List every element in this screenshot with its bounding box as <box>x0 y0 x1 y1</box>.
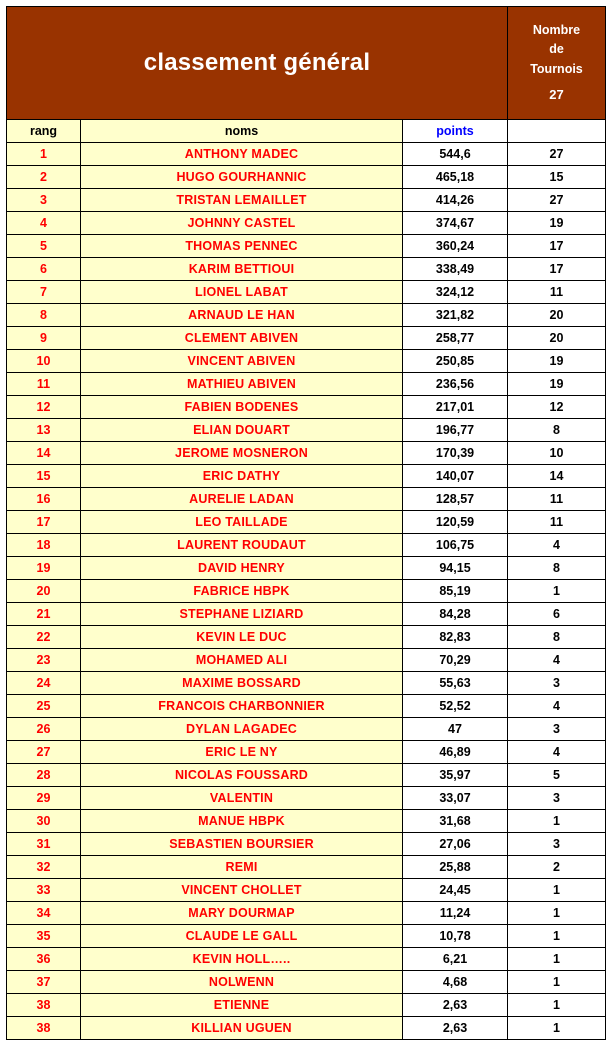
cell-name: VALENTIN <box>81 787 403 810</box>
table-row <box>7 833 606 856</box>
cell-tournaments: 17 <box>508 235 606 258</box>
cell-points: 25,88 <box>403 856 508 879</box>
cell-points: 414,26 <box>403 189 508 212</box>
cell-tournaments: 8 <box>508 626 606 649</box>
cell-tournaments: 17 <box>508 258 606 281</box>
cell-tournaments: 1 <box>508 1017 606 1040</box>
cell-tournaments: 6 <box>508 603 606 626</box>
cell-name: NICOLAS FOUSSARD <box>81 764 403 787</box>
cell-name: HUGO GOURHANNIC <box>81 166 403 189</box>
cell-name: CLAUDE LE GALL <box>81 925 403 948</box>
table-row <box>7 856 606 879</box>
cell-points: 465,18 <box>403 166 508 189</box>
table-row <box>7 304 606 327</box>
cell-name: ARNAUD LE HAN <box>81 304 403 327</box>
tournaments-count: 27 <box>549 86 564 102</box>
table-row <box>7 994 606 1017</box>
cell-rank: 36 <box>7 948 81 971</box>
cell-rank: 24 <box>7 672 81 695</box>
table-row <box>7 649 606 672</box>
table-row <box>7 1017 606 1040</box>
cell-tournaments: 1 <box>508 925 606 948</box>
cell-tournaments: 10 <box>508 442 606 465</box>
cell-tournaments: 27 <box>508 189 606 212</box>
cell-tournaments: 15 <box>508 166 606 189</box>
cell-tournaments: 3 <box>508 672 606 695</box>
cell-rank: 18 <box>7 534 81 557</box>
cell-points: 250,85 <box>403 350 508 373</box>
column-header-names: noms <box>81 120 403 143</box>
cell-rank: 21 <box>7 603 81 626</box>
cell-points: 120,59 <box>403 511 508 534</box>
cell-points: 258,77 <box>403 327 508 350</box>
cell-tournaments: 4 <box>508 534 606 557</box>
page-title: classement général <box>7 7 508 120</box>
cell-points: 84,28 <box>403 603 508 626</box>
cell-rank: 32 <box>7 856 81 879</box>
cell-tournaments: 11 <box>508 511 606 534</box>
column-header-rank: rang <box>7 120 81 143</box>
cell-name: DYLAN LAGADEC <box>81 718 403 741</box>
table-row <box>7 258 606 281</box>
cell-name: FRANCOIS CHARBONNIER <box>81 695 403 718</box>
cell-name: LIONEL LABAT <box>81 281 403 304</box>
column-header-row <box>7 120 606 143</box>
table-row <box>7 166 606 189</box>
cell-tournaments: 1 <box>508 948 606 971</box>
cell-name: MAXIME BOSSARD <box>81 672 403 695</box>
cell-rank: 29 <box>7 787 81 810</box>
table-row <box>7 925 606 948</box>
cell-tournaments: 20 <box>508 327 606 350</box>
cell-name: LAURENT ROUDAUT <box>81 534 403 557</box>
table-row <box>7 695 606 718</box>
title-row <box>7 7 606 120</box>
cell-points: 94,15 <box>403 557 508 580</box>
table-row <box>7 672 606 695</box>
cell-points: 544,6 <box>403 143 508 166</box>
cell-points: 6,21 <box>403 948 508 971</box>
cell-name: VINCENT ABIVEN <box>81 350 403 373</box>
cell-rank: 37 <box>7 971 81 994</box>
cell-name: JOHNNY CASTEL <box>81 212 403 235</box>
cell-points: 236,56 <box>403 373 508 396</box>
cell-rank: 23 <box>7 649 81 672</box>
cell-name: ERIC LE NY <box>81 741 403 764</box>
cell-rank: 28 <box>7 764 81 787</box>
cell-points: 55,63 <box>403 672 508 695</box>
table-row <box>7 419 606 442</box>
cell-tournaments: 19 <box>508 212 606 235</box>
column-header-points: points <box>403 120 508 143</box>
cell-tournaments: 4 <box>508 695 606 718</box>
cell-points: 52,52 <box>403 695 508 718</box>
cell-name: MATHIEU ABIVEN <box>81 373 403 396</box>
cell-points: 196,77 <box>403 419 508 442</box>
cell-tournaments: 3 <box>508 833 606 856</box>
cell-rank: 16 <box>7 488 81 511</box>
table-row <box>7 534 606 557</box>
cell-tournaments: 1 <box>508 580 606 603</box>
tournaments-label-line1: Nombre <box>532 22 581 37</box>
cell-name: KEVIN HOLL….. <box>81 948 403 971</box>
cell-points: 24,45 <box>403 879 508 902</box>
cell-points: 128,57 <box>403 488 508 511</box>
cell-points: 324,12 <box>403 281 508 304</box>
cell-tournaments: 3 <box>508 787 606 810</box>
table-row <box>7 281 606 304</box>
cell-points: 33,07 <box>403 787 508 810</box>
cell-rank: 17 <box>7 511 81 534</box>
cell-tournaments: 14 <box>508 465 606 488</box>
cell-rank: 4 <box>7 212 81 235</box>
table-row <box>7 971 606 994</box>
cell-rank: 30 <box>7 810 81 833</box>
cell-name: ERIC DATHY <box>81 465 403 488</box>
cell-name: AURELIE LADAN <box>81 488 403 511</box>
cell-name: VINCENT CHOLLET <box>81 879 403 902</box>
cell-rank: 19 <box>7 557 81 580</box>
cell-rank: 34 <box>7 902 81 925</box>
cell-rank: 35 <box>7 925 81 948</box>
cell-rank: 38 <box>7 994 81 1017</box>
cell-points: 2,63 <box>403 994 508 1017</box>
cell-name: SEBASTIEN BOURSIER <box>81 833 403 856</box>
cell-rank: 26 <box>7 718 81 741</box>
cell-tournaments: 3 <box>508 718 606 741</box>
table-row <box>7 741 606 764</box>
cell-rank: 7 <box>7 281 81 304</box>
cell-points: 11,24 <box>403 902 508 925</box>
table-row <box>7 810 606 833</box>
cell-name: JEROME MOSNERON <box>81 442 403 465</box>
cell-tournaments: 8 <box>508 557 606 580</box>
table-row <box>7 396 606 419</box>
table-row <box>7 879 606 902</box>
cell-name: TRISTAN LEMAILLET <box>81 189 403 212</box>
cell-name: CLEMENT ABIVEN <box>81 327 403 350</box>
table-row <box>7 557 606 580</box>
cell-tournaments: 19 <box>508 373 606 396</box>
cell-name: REMI <box>81 856 403 879</box>
tournaments-label-line3: Tournois <box>530 61 583 76</box>
table-row <box>7 603 606 626</box>
cell-points: 321,82 <box>403 304 508 327</box>
cell-tournaments: 11 <box>508 488 606 511</box>
cell-name: LEO TAILLADE <box>81 511 403 534</box>
table-row <box>7 235 606 258</box>
cell-rank: 20 <box>7 580 81 603</box>
cell-tournaments: 4 <box>508 741 606 764</box>
table-row <box>7 626 606 649</box>
cell-name: STEPHANE LIZIARD <box>81 603 403 626</box>
cell-points: 2,63 <box>403 1017 508 1040</box>
cell-rank: 1 <box>7 143 81 166</box>
cell-name: KEVIN LE DUC <box>81 626 403 649</box>
cell-tournaments: 12 <box>508 396 606 419</box>
cell-tournaments: 1 <box>508 994 606 1017</box>
cell-points: 10,78 <box>403 925 508 948</box>
table-row <box>7 511 606 534</box>
cell-tournaments: 2 <box>508 856 606 879</box>
cell-rank: 22 <box>7 626 81 649</box>
table-body <box>7 143 606 1040</box>
cell-name: NOLWENN <box>81 971 403 994</box>
cell-name: DAVID HENRY <box>81 557 403 580</box>
table-row <box>7 580 606 603</box>
cell-rank: 2 <box>7 166 81 189</box>
cell-rank: 5 <box>7 235 81 258</box>
cell-rank: 15 <box>7 465 81 488</box>
cell-points: 27,06 <box>403 833 508 856</box>
cell-points: 360,24 <box>403 235 508 258</box>
cell-rank: 13 <box>7 419 81 442</box>
cell-points: 35,97 <box>403 764 508 787</box>
cell-points: 47 <box>403 718 508 741</box>
tournaments-header <box>508 7 606 120</box>
table-row <box>7 465 606 488</box>
table-row <box>7 350 606 373</box>
cell-tournaments: 1 <box>508 879 606 902</box>
column-header-tournaments <box>508 120 606 143</box>
cell-name: THOMAS PENNEC <box>81 235 403 258</box>
cell-points: 170,39 <box>403 442 508 465</box>
cell-name: ELIAN DOUART <box>81 419 403 442</box>
cell-tournaments: 1 <box>508 810 606 833</box>
cell-points: 140,07 <box>403 465 508 488</box>
cell-rank: 8 <box>7 304 81 327</box>
cell-points: 106,75 <box>403 534 508 557</box>
table-row <box>7 442 606 465</box>
cell-rank: 14 <box>7 442 81 465</box>
cell-tournaments: 1 <box>508 971 606 994</box>
table-row <box>7 718 606 741</box>
table-row <box>7 212 606 235</box>
cell-points: 85,19 <box>403 580 508 603</box>
table-row <box>7 327 606 350</box>
cell-rank: 11 <box>7 373 81 396</box>
cell-name: MARY DOURMAP <box>81 902 403 925</box>
cell-rank: 9 <box>7 327 81 350</box>
cell-tournaments: 5 <box>508 764 606 787</box>
table-row <box>7 902 606 925</box>
cell-rank: 12 <box>7 396 81 419</box>
cell-tournaments: 20 <box>508 304 606 327</box>
cell-rank: 31 <box>7 833 81 856</box>
cell-tournaments: 11 <box>508 281 606 304</box>
cell-rank: 3 <box>7 189 81 212</box>
cell-rank: 33 <box>7 879 81 902</box>
cell-name: FABRICE HBPK <box>81 580 403 603</box>
cell-rank: 6 <box>7 258 81 281</box>
cell-points: 4,68 <box>403 971 508 994</box>
cell-name: KILLIAN UGUEN <box>81 1017 403 1040</box>
table-row <box>7 373 606 396</box>
table-row <box>7 764 606 787</box>
cell-name: KARIM BETTIOUI <box>81 258 403 281</box>
tournaments-label-line2: de <box>549 42 564 57</box>
cell-points: 338,49 <box>403 258 508 281</box>
cell-name: MOHAMED ALI <box>81 649 403 672</box>
table-row <box>7 948 606 971</box>
cell-points: 31,68 <box>403 810 508 833</box>
cell-name: MANUE HBPK <box>81 810 403 833</box>
table-row <box>7 787 606 810</box>
cell-name: ETIENNE <box>81 994 403 1017</box>
cell-rank: 38 <box>7 1017 81 1040</box>
cell-rank: 25 <box>7 695 81 718</box>
cell-tournaments: 19 <box>508 350 606 373</box>
table-row <box>7 143 606 166</box>
cell-points: 46,89 <box>403 741 508 764</box>
cell-points: 82,83 <box>403 626 508 649</box>
cell-tournaments: 8 <box>508 419 606 442</box>
cell-rank: 27 <box>7 741 81 764</box>
cell-points: 70,29 <box>403 649 508 672</box>
cell-name: ANTHONY MADEC <box>81 143 403 166</box>
cell-name: FABIEN BODENES <box>81 396 403 419</box>
cell-rank: 10 <box>7 350 81 373</box>
cell-points: 374,67 <box>403 212 508 235</box>
cell-points: 217,01 <box>403 396 508 419</box>
cell-tournaments: 4 <box>508 649 606 672</box>
ranking-table <box>6 6 606 1040</box>
table-row <box>7 189 606 212</box>
table-row <box>7 488 606 511</box>
cell-tournaments: 1 <box>508 902 606 925</box>
cell-tournaments: 27 <box>508 143 606 166</box>
